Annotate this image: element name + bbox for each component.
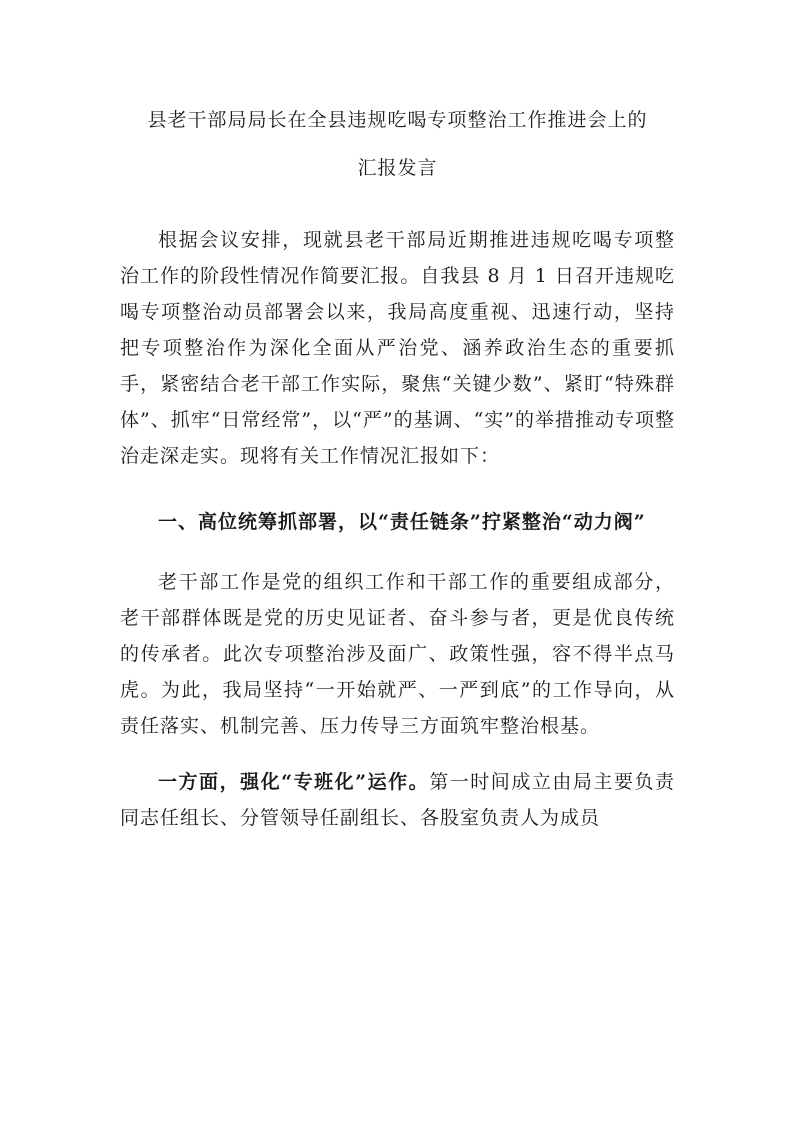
title-line-2: 汇报发言 [357, 157, 438, 179]
intro-paragraph: 根据会议安排，现就县老干部局近期推进违规吃喝专项整治工作的阶段性情况作简要汇报。自我县 8 月 1 日召开违规吃喝专项整治动员部署会以来，我局高度重视、迅速行动，坚持把专项整治作为深化全面从严治党、涵养政治生态的重要抓手，紧密结合老干部工作实际，聚焦“关键少数”、紧盯“特殊群体”、抓牢“日常经常”，以“严”的基调、“实”的举措推动专项整治走深走实。现将有关工作情况汇报如下： [120, 229, 675, 467]
document-title [120, 96, 675, 192]
subsection-1-text: 第一时间成立由局主要负责同志任组长、分管领导任副组长、各股室负责人为成员 [120, 771, 675, 829]
title-line-1: 县老干部局局长在全县违规吃喝专项整治工作推进会上的 [147, 109, 648, 131]
subsection-1-paragraph [120, 764, 675, 836]
section-1-paragraph: 老干部工作是党的组织工作和干部工作的重要组成部分，老干部群体既是党的历史见证者、奋斗参与者，更是优良传统的传承者。此次专项整治涉及面广、政策性强，容不得半点马虎。为此，我局坚持“一开始就严、一严到底”的工作导向，从责任落实、机制完善、压力传导三方面筑牢整治根基。 [120, 571, 675, 737]
section-1-heading: 一、高位统筹抓部署，以“责任链条”拧紧整治“动力阀” [158, 511, 646, 533]
subsection-1-lead: 一方面，强化“专班化”运作。 [158, 771, 430, 793]
